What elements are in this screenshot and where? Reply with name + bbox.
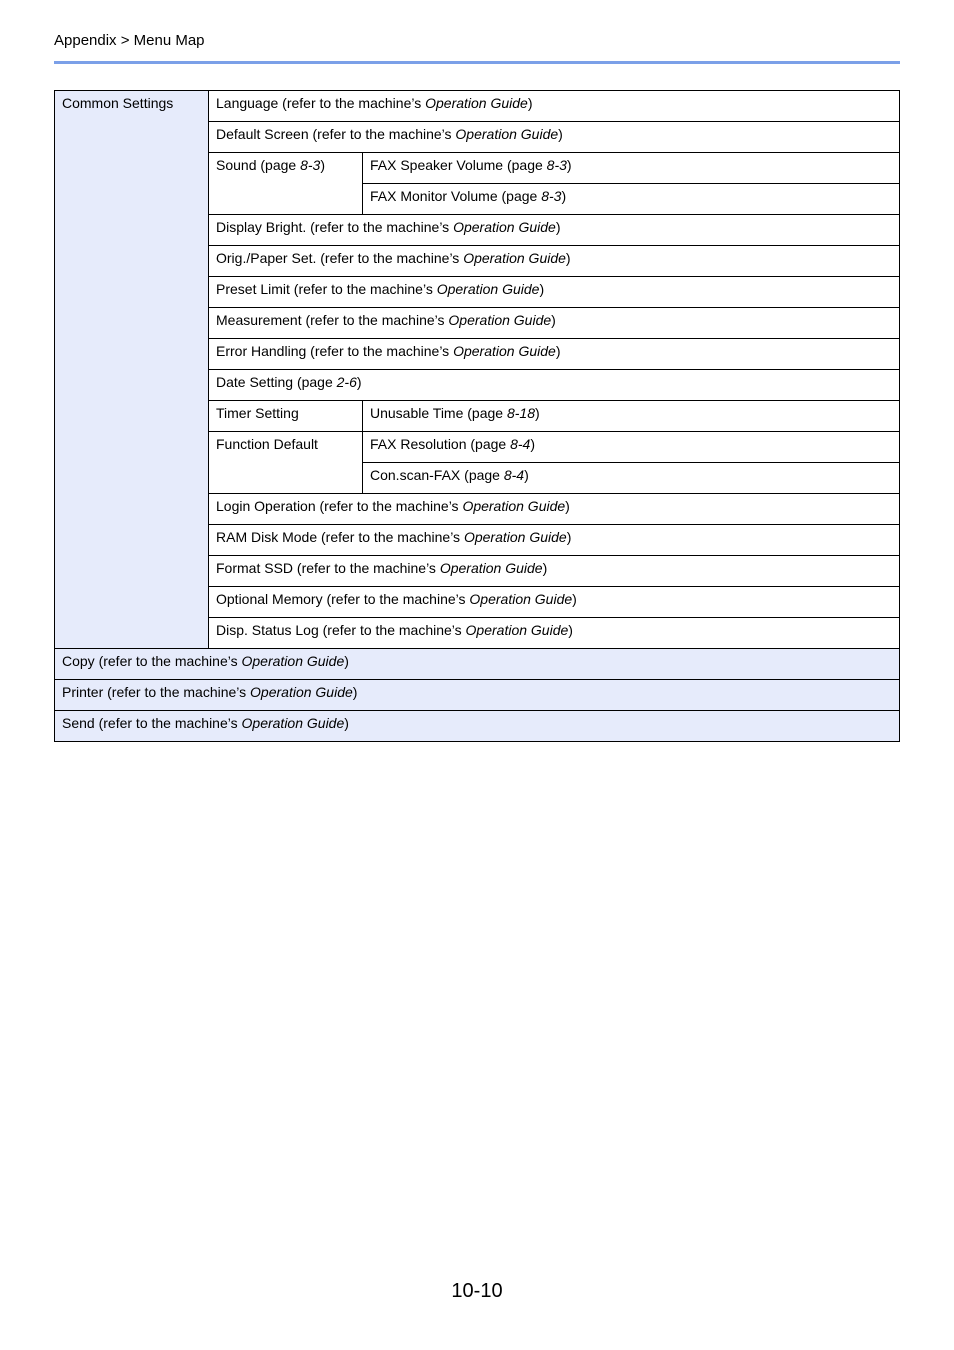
menu-item-language: Language (refer to the machine’s Operation Guide) [209, 91, 900, 122]
menu-item-function-default: Function Default [209, 432, 363, 494]
menu-item-disp-status-log: Disp. Status Log (refer to the machine’s Operation Guide) [209, 618, 900, 649]
menu-item-display-bright: Display Bright. (refer to the machine’s Operation Guide) [209, 215, 900, 246]
menu-item-fax-resolution: FAX Resolution (page 8-4) [363, 432, 900, 463]
table-row [55, 91, 900, 122]
menu-item-fax-speaker-volume: FAX Speaker Volume (page 8-3) [363, 153, 900, 184]
menu-item-error-handling: Error Handling (refer to the machine’s Operation Guide) [209, 339, 900, 370]
menu-item-printer: Printer (refer to the machine’s Operation Guide) [55, 680, 900, 711]
menu-item-unusable-time: Unusable Time (page 8-18) [363, 401, 900, 432]
table-row [55, 680, 900, 711]
menu-item-default-screen: Default Screen (refer to the machine’s Operation Guide) [209, 122, 900, 153]
header-rule [54, 61, 900, 64]
menu-map-table [54, 90, 900, 742]
menu-item-measurement: Measurement (refer to the machine’s Operation Guide) [209, 308, 900, 339]
menu-item-date-setting: Date Setting (page 2-6) [209, 370, 900, 401]
table-row [55, 649, 900, 680]
menu-item-optional-memory: Optional Memory (refer to the machine’s Operation Guide) [209, 587, 900, 618]
menu-item-login-operation: Login Operation (refer to the machine’s Operation Guide) [209, 494, 900, 525]
menu-item-format-ssd: Format SSD (refer to the machine’s Operation Guide) [209, 556, 900, 587]
menu-item-orig-paper-set: Orig./Paper Set. (refer to the machine’s Operation Guide) [209, 246, 900, 277]
menu-item-timer-setting: Timer Setting [209, 401, 363, 432]
menu-item-sound: Sound (page 8-3) [209, 153, 363, 215]
page-number: 10-10 [451, 1280, 503, 1302]
menu-item-fax-monitor-volume: FAX Monitor Volume (page 8-3) [363, 184, 900, 215]
menu-item-send: Send (refer to the machine’s Operation Guide) [55, 711, 900, 742]
table-row [55, 711, 900, 742]
menu-item-con-scan-fax: Con.scan-FAX (page 8-4) [363, 463, 900, 494]
menu-item-preset-limit: Preset Limit (refer to the machine’s Operation Guide) [209, 277, 900, 308]
menu-item-copy: Copy (refer to the machine’s Operation Guide) [55, 649, 900, 680]
breadcrumb: Appendix > Menu Map [54, 32, 205, 49]
menu-item-ram-disk-mode: RAM Disk Mode (refer to the machine’s Operation Guide) [209, 525, 900, 556]
common-settings-cell: Common Settings [55, 91, 209, 649]
